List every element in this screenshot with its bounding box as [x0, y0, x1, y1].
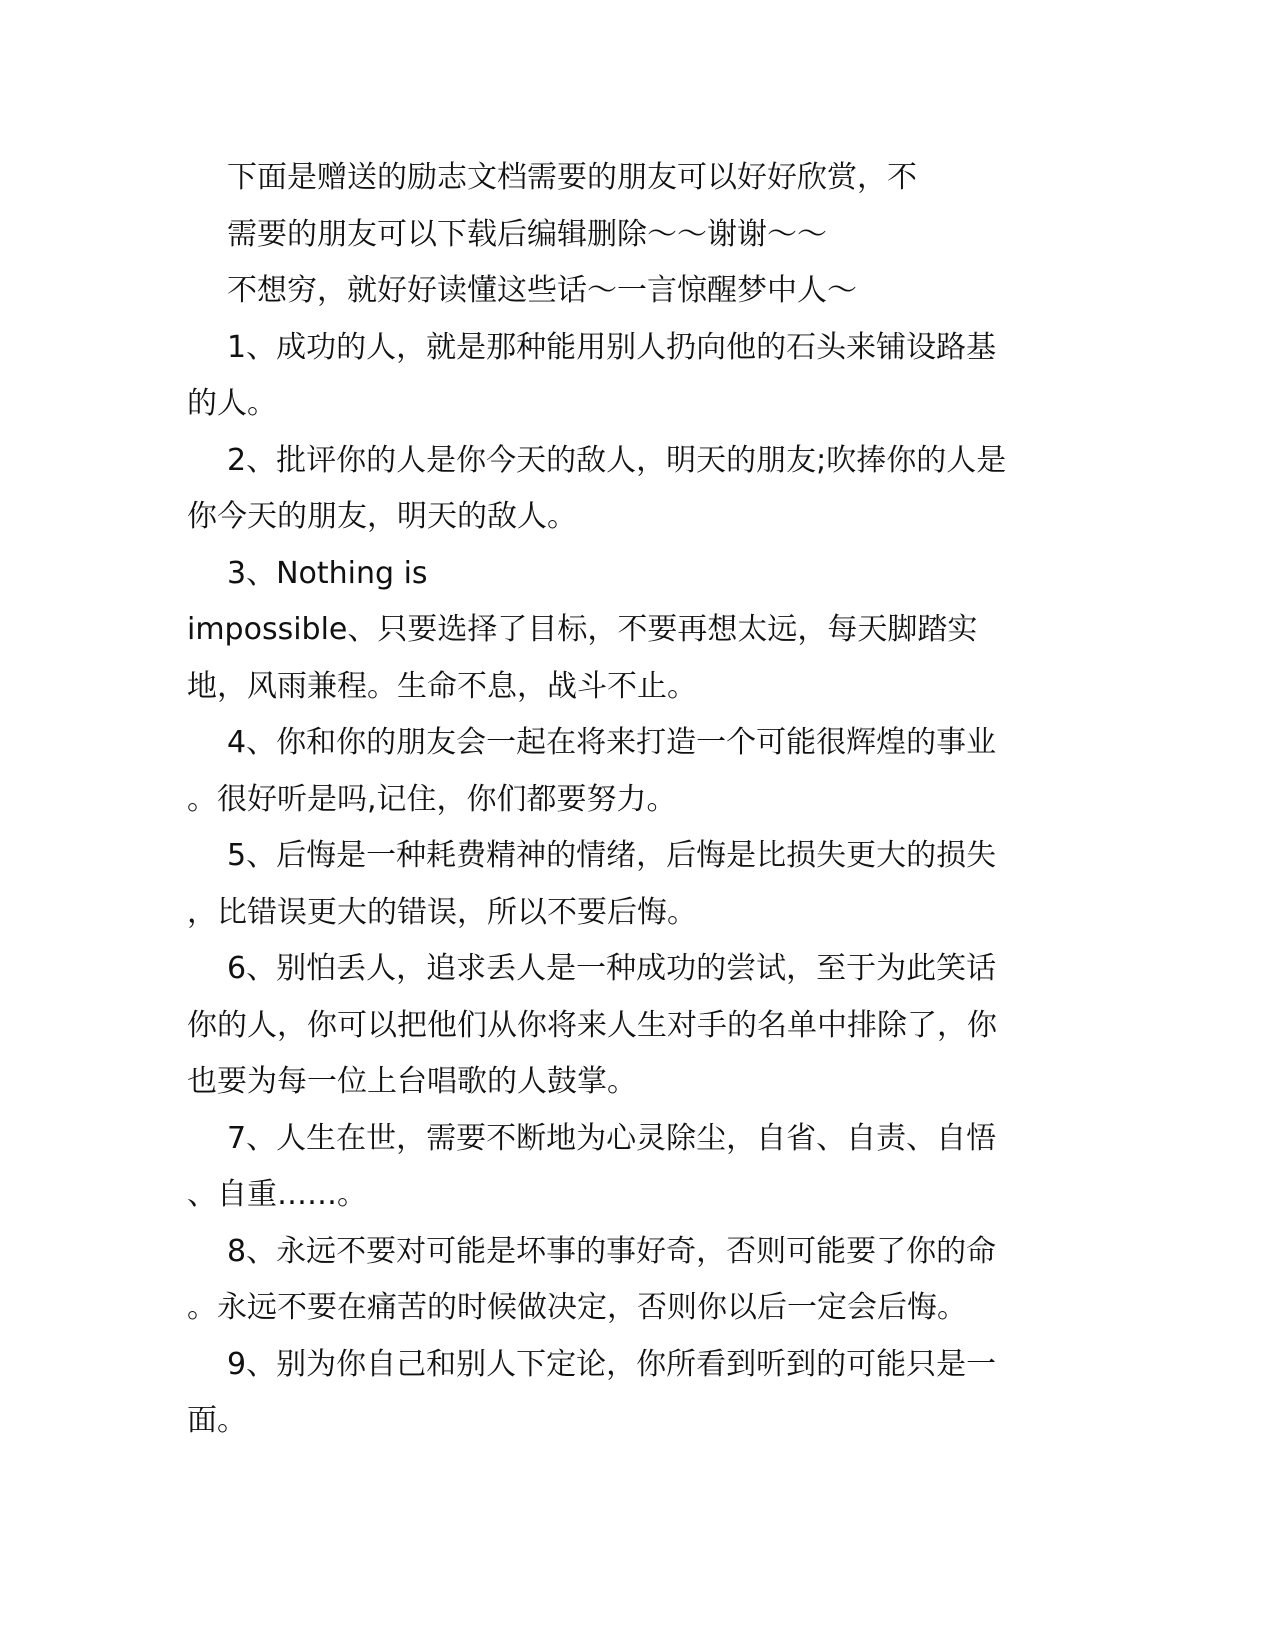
item-7-line-1: 7、人生在世，需要不断地为心灵除尘，自省、自责、自悟 [227, 1120, 997, 1156]
item-8-line-1: 8、永远不要对可能是坏事的事好奇，否则可能要了你的命 [227, 1233, 997, 1269]
item-2-line-2: 你今天的朋友，明天的敌人。 [187, 499, 577, 534]
item-9-line-1: 9、别为你自己和别人下定论，你所看到听到的可能只是一 [227, 1346, 997, 1382]
item-7-line-2: 、自重……。 [187, 1177, 367, 1212]
item-2-line-1: 2、批评你的人是你今天的敌人，明天的朋友;吹捧你的人是 [227, 442, 1007, 478]
intro-line-2: 需要的朋友可以下载后编辑删除～～谢谢～～ [227, 216, 827, 252]
item-5-line-2: ，比错误更大的错误，所以不要后悔。 [187, 894, 697, 930]
document-body [187, 150, 1087, 1450]
item-3-line-1: 3、Nothing is [227, 555, 428, 591]
intro-line-3: 不想穷，就好好读懂这些话～一言惊醒梦中人～ [227, 273, 857, 308]
item-4-line-1: 4、你和你的朋友会一起在将来打造一个可能很辉煌的事业 [227, 725, 997, 760]
intro-line-1: 下面是赠送的励志文档需要的朋友可以好好欣赏，不 [227, 160, 917, 195]
item-4-line-2: 。很好听是吗,记住，你们都要努力。 [187, 781, 677, 817]
item-6-line-3: 也要为每一位上台唱歌的人鼓掌。 [187, 1064, 637, 1099]
item-3-line-3: 地，风雨兼程。生命不息，战斗不止。 [187, 668, 697, 704]
item-9-line-2: 面。 [187, 1403, 247, 1438]
item-8-line-2: 。永远不要在痛苦的时候做决定，否则你以后一定会后悔。 [187, 1290, 967, 1325]
item-6-line-2: 你的人，你可以把他们从你将来人生对手的名单中排除了，你 [187, 1007, 997, 1043]
item-6-line-1: 6、别怕丢人，追求丢人是一种成功的尝试，至于为此笑话 [227, 951, 997, 986]
item-1-line-1: 1、成功的人，就是那种能用别人扔向他的石头来铺设路基 [227, 329, 997, 365]
item-3-line-2: impossible、只要选择了目标，不要再想太远，每天脚踏实 [187, 612, 978, 647]
item-5-line-1: 5、后悔是一种耗费精神的情绪，后悔是比损失更大的损失 [227, 838, 997, 873]
item-1-line-2: 的人。 [187, 386, 277, 421]
